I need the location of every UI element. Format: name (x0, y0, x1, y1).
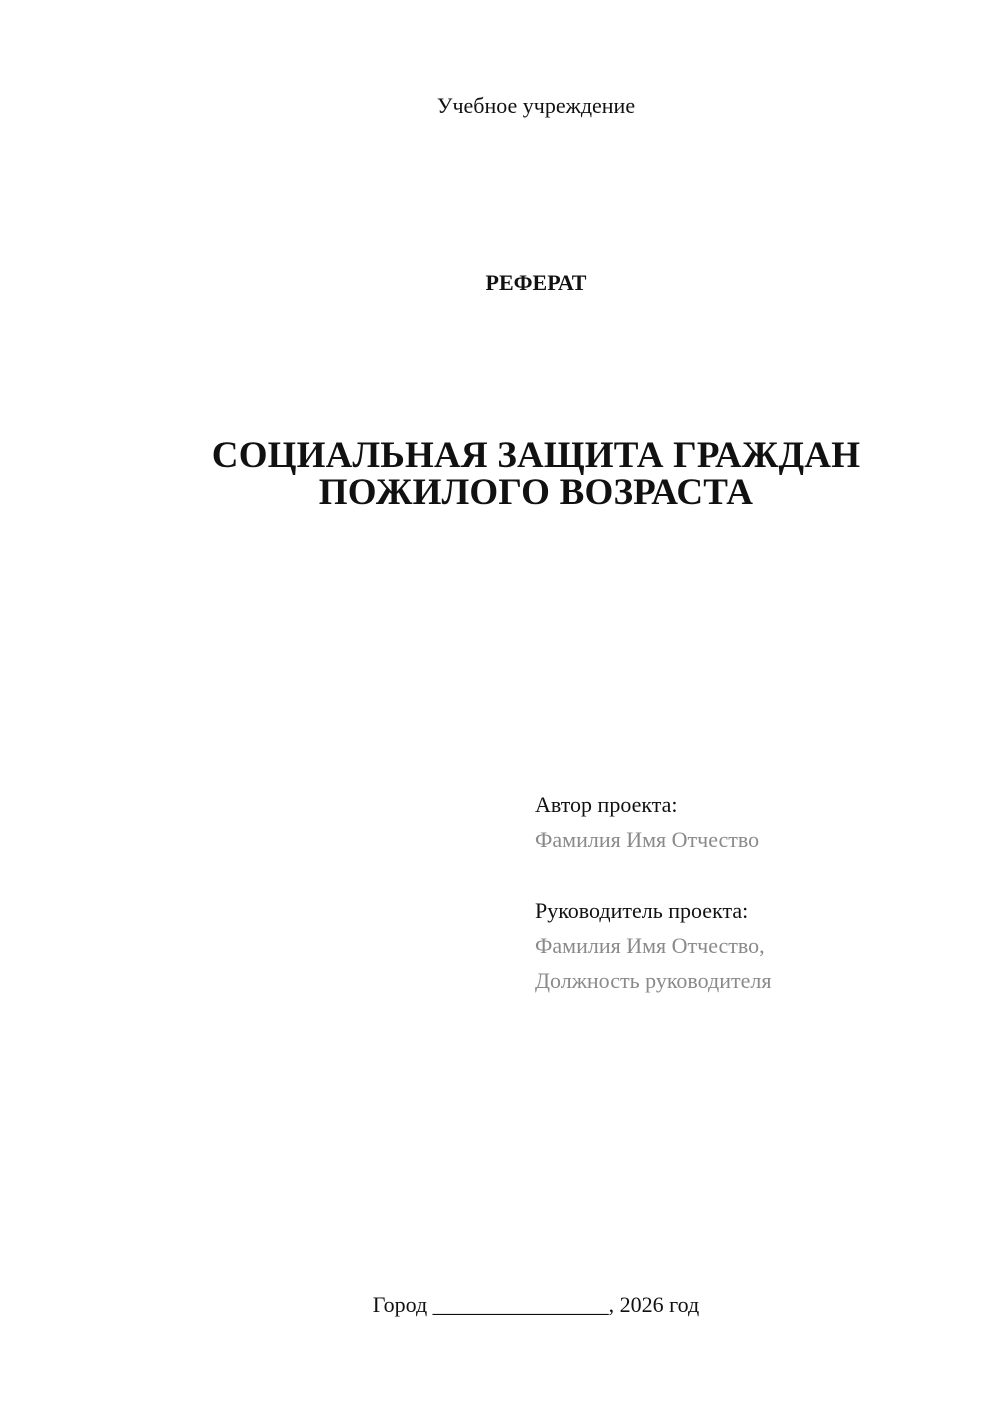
supervisor-name: Фамилия Имя Отчество, (535, 933, 765, 958)
title-line-1: СОЦИАЛЬНАЯ ЗАЩИТА ГРАЖДАН (211, 435, 861, 476)
author-name: Фамилия Имя Отчество (535, 827, 760, 852)
document-title (0, 437, 1000, 511)
document-type: РЕФЕРАТ (485, 270, 587, 295)
title-line-2: ПОЖИЛОГО ВОЗРАСТА (318, 472, 754, 513)
supervisor-label: Руководитель проекта: (535, 898, 749, 923)
author-label: Автор проекта: (535, 792, 678, 817)
supervisor-position: Должность руководителя (535, 968, 772, 993)
institution-name: Учебное учреждение (436, 93, 636, 118)
credits-block (535, 787, 955, 998)
city-year-line: Город ________________, 2026 год (372, 1292, 700, 1317)
credits-spacer (535, 857, 955, 893)
